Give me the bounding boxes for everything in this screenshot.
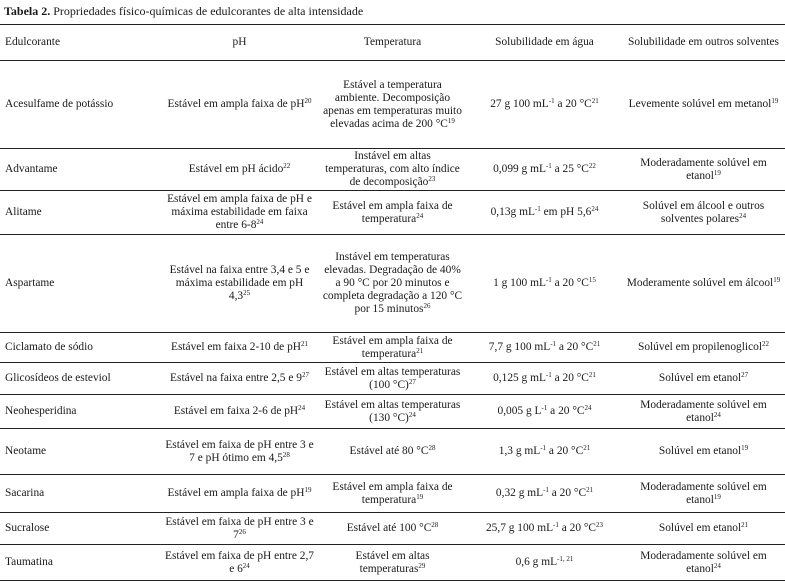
reference-superscript: 22	[588, 162, 596, 170]
table-row	[0, 395, 785, 429]
table-row	[0, 333, 785, 363]
cell-temperatura: Estável em ampla faixa de temperatura$^{21}$	[318, 333, 467, 363]
reference-superscript: -1	[541, 404, 548, 412]
cell-solubilidade-agua: 1,3 g $mL^{-1}$ a 20 $^\circ C^{21}$	[467, 429, 622, 475]
cell-edulcorante: Acesulfame de potássio	[0, 61, 161, 149]
cell-edulcorante: Sucralose	[0, 513, 161, 545]
cell-temperatura: Estável até 80 $^\circ C^{28}$	[318, 429, 467, 475]
reference-superscript: 19	[447, 116, 455, 125]
cell-ph: Estável na faixa entre 3,4 e 5 e máxima estabilidade em pH $4,3^{25}$	[161, 235, 318, 333]
cell-temperatura: Estável em ampla faixa de temperatura$^{19}$	[318, 475, 467, 513]
table-header-row	[0, 25, 785, 61]
cell-solubilidade-agua: 7,7 g 100 $mL^{-1}$ a 20 $^\circ C^{21}$	[467, 333, 622, 363]
cell-edulcorante: Alitame	[0, 191, 161, 235]
reference-superscript: -1	[534, 205, 541, 213]
reference-superscript: 21	[588, 371, 596, 379]
reference-superscript: 21	[591, 97, 599, 105]
reference-superscript: 24	[713, 561, 721, 570]
table-row	[0, 61, 785, 149]
reference-superscript: -1	[543, 486, 549, 494]
cell-solubilidade-outros: Moderadamente solúvel em etanol$^{19}$	[622, 149, 785, 191]
reference-superscript: 26	[423, 302, 431, 310]
cell-ph: Estável em pH ácido$^{22}$	[161, 149, 318, 191]
table-caption	[4, 4, 363, 18]
cell-solubilidade-outros: Moderadamente solúvel em etanol$^{24}$	[622, 395, 785, 429]
cell-solubilidade-outros: Levemente solúvel em metanol$^{19}$	[622, 61, 785, 149]
table-row	[0, 545, 785, 581]
reference-superscript: 28	[431, 521, 439, 529]
cell-temperatura: Estável até 100 $^\circ C^{28}$	[318, 513, 467, 545]
cell-ph: Estável em faixa 2-6 de $pH^{24}$	[161, 395, 318, 429]
reference-superscript: 19	[741, 444, 749, 452]
cell-ph: Estável em faixa 2-10 de $pH^{21}$	[161, 333, 318, 363]
reference-superscript: 28	[282, 450, 290, 459]
reference-superscript: -1	[540, 444, 547, 452]
cell-solubilidade-agua: 0,099 g $mL^{-1}$ a 25 $^\circ C^{22}$	[467, 149, 622, 191]
reference-superscript: -1	[545, 371, 552, 379]
header-edulcorante: Edulcorante	[0, 25, 161, 61]
reference-superscript: 21	[741, 521, 749, 529]
reference-superscript: -1	[553, 521, 559, 529]
reference-superscript: 24	[591, 205, 599, 213]
cell-solubilidade-outros: Moderadamente solúvel em etanol$^{19}$	[622, 475, 785, 513]
cell-solubilidade-agua: 0,32 g $mL^{-1}$ a 20 $^\circ C^{21}$	[467, 475, 622, 513]
cell-temperatura: Estável em altas temperaturas$^{29}$	[318, 545, 467, 581]
cell-solubilidade-agua: 0,005 g $L^{-1}$ a 20 $^\circ C^{24}$	[467, 395, 622, 429]
reference-superscript: 23	[428, 175, 436, 183]
cell-edulcorante: Glicosídeos de esteviol	[0, 363, 161, 395]
reference-superscript: 20	[304, 97, 312, 105]
reference-superscript: 21	[301, 340, 308, 348]
cell-temperatura: Estável em altas temperaturas (100 °C)$^{27}$	[318, 363, 467, 395]
table-row	[0, 235, 785, 333]
cell-edulcorante: Neotame	[0, 429, 161, 475]
reference-superscript: 24	[256, 218, 264, 226]
reference-superscript: -1, 21	[557, 555, 574, 563]
reference-superscript: -1	[545, 276, 552, 284]
reference-superscript: 23	[596, 521, 604, 529]
cell-ph: Estável em faixa de pH entre 3 e 7 e pH ótimo em $4,5^{28}$	[161, 429, 318, 475]
table-caption-label: Tabela 2.	[4, 4, 51, 18]
reference-superscript: 27	[741, 371, 749, 379]
cell-temperatura: Instável em temperaturas elevadas. Degradação de 40% a 90 °C por 20 minutos e completa degradação a 120 °C por 15 minutos$^{26}$	[318, 235, 467, 333]
reference-superscript: -1	[550, 340, 557, 348]
cell-solubilidade-agua: 1 g 100 $mL^{-1}$ a 20 $^\circ C^{15}$	[467, 235, 622, 333]
cell-edulcorante: Neohesperidina	[0, 395, 161, 429]
reference-superscript: 24	[713, 410, 721, 419]
cell-ph: Estável em faixa de pH entre 2,7 e $6^{24}$	[161, 545, 318, 581]
reference-superscript: 24	[298, 404, 306, 412]
table-row	[0, 149, 785, 191]
cell-solubilidade-agua: 27 g 100 $mL^{-1}$ a 20 $^\circ C^{21}$	[467, 61, 622, 149]
reference-superscript: 28	[428, 444, 436, 452]
table-row	[0, 513, 785, 545]
cell-edulcorante: Aspartame	[0, 235, 161, 333]
cell-solubilidade-outros: Solúvel em álcool e outros solventes polares$^{24}$	[622, 191, 785, 235]
cell-ph: Estável em faixa de pH entre 3 e $7^{26}$	[161, 513, 318, 545]
reference-superscript: 21	[593, 340, 601, 348]
reference-superscript: 21	[416, 346, 424, 355]
cell-temperatura: Instável em altas temperaturas, com alto índice de decomposição$^{23}$	[318, 149, 467, 191]
cell-ph: Estável em ampla faixa de pH e máxima estabilidade em faixa entre $6-8^{24}$	[161, 191, 318, 235]
cell-solubilidade-agua: 0,13g $mL^{-1}$ em pH $5,6^{24}$	[467, 191, 622, 235]
reference-superscript: 19	[416, 492, 424, 501]
reference-superscript: 22	[762, 340, 769, 348]
cell-solubilidade-outros: Moderamente solúvel em álcool$^{19}$	[622, 235, 785, 333]
reference-superscript: 22	[283, 162, 291, 170]
header-solubilidade-outros: Solubilidade em outros solventes	[622, 25, 785, 61]
cell-solubilidade-outros: Solúvel em etanol$^{27}$	[622, 363, 785, 395]
reference-superscript: 24	[584, 404, 592, 412]
cell-ph: Estável na faixa entre 2,5 e $9^{27}$	[161, 363, 318, 395]
cell-ph: Estável em ampla faixa de $pH^{19}$	[161, 475, 318, 513]
cell-solubilidade-outros: Moderadamente solúvel em etanol$^{24}$	[622, 545, 785, 581]
reference-superscript: 24	[739, 211, 747, 220]
header-ph: pH	[161, 25, 318, 61]
cell-solubilidade-outros: Solúvel em propilenoglicol$^{22}$	[622, 333, 785, 363]
sweeteners-table	[0, 24, 785, 581]
cell-temperatura: Estável em ampla faixa de temperatura$^{24}$	[318, 191, 467, 235]
reference-superscript: -1	[545, 162, 552, 170]
reference-superscript: -1	[548, 97, 555, 105]
reference-superscript: 29	[418, 561, 426, 570]
reference-superscript: 21	[583, 444, 591, 452]
cell-edulcorante: Sacarina	[0, 475, 161, 513]
cell-solubilidade-agua: 0,6 g $mL^{-1, 21}$	[467, 545, 622, 581]
reference-superscript: 19	[773, 276, 781, 284]
reference-superscript: 27	[301, 371, 309, 379]
cell-ph: Estável em ampla faixa de $pH^{20}$	[161, 61, 318, 149]
table-row	[0, 475, 785, 513]
reference-superscript: 19	[713, 492, 721, 501]
header-solubilidade-agua: Solubilidade em água	[467, 25, 622, 61]
reference-superscript: 27	[408, 377, 416, 386]
table-row	[0, 363, 785, 395]
cell-edulcorante: Ciclamato de sódio	[0, 333, 161, 363]
cell-solubilidade-outros: Solúvel em etanol$^{21}$	[622, 513, 785, 545]
cell-edulcorante: Taumatina	[0, 545, 161, 581]
cell-edulcorante: Advantame	[0, 149, 161, 191]
table-caption-text: Propriedades físico-químicas de edulcorantes de alta intensidade	[53, 4, 364, 18]
table-row	[0, 191, 785, 235]
table-row	[0, 429, 785, 475]
reference-superscript: 25	[243, 289, 251, 297]
reference-superscript: 24	[408, 410, 416, 419]
reference-superscript: 21	[586, 486, 594, 494]
reference-superscript: 19	[304, 486, 312, 494]
cell-solubilidade-agua: 25,7 g 100 $mL^{-1}$ a 20 $^\circ C^{23}$	[467, 513, 622, 545]
reference-superscript: 19	[771, 97, 779, 105]
cell-temperatura: Estável em altas temperaturas (130 °C)$^{24}$	[318, 395, 467, 429]
cell-solubilidade-agua: 0,125 g $mL^{-1}$ a 20 $^\circ C^{21}$	[467, 363, 622, 395]
reference-superscript: 24	[416, 211, 424, 220]
cell-temperatura: Estável a temperatura ambiente. Decomposição apenas em temperaturas muito elevadas acima de 200 $^\circ C^{19}$	[318, 61, 467, 149]
reference-superscript: 24	[242, 561, 250, 570]
cell-solubilidade-outros: Solúvel em etanol$^{19}$	[622, 429, 785, 475]
reference-superscript: 15	[588, 276, 596, 284]
reference-superscript: 26	[238, 527, 246, 536]
reference-superscript: 19	[713, 168, 721, 177]
table-body	[0, 61, 785, 581]
header-temperatura: Temperatura	[318, 25, 467, 61]
